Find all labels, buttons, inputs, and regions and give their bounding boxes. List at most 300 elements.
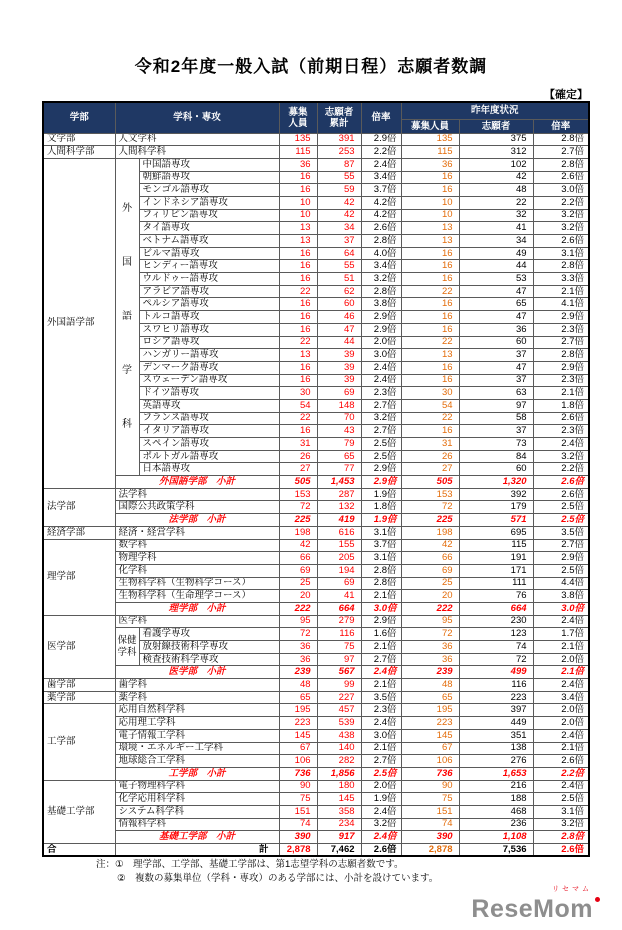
dept-cell: 環境・エネルギー工学科 [115,742,279,755]
value-cell: 16 [401,311,459,324]
value-cell: 27 [279,463,317,476]
value-cell: 1,108 [459,831,533,844]
value-cell: 1,856 [317,767,361,780]
value-cell: 72 [279,628,317,641]
value-cell: 36 [401,158,459,171]
subtotal-row [43,476,589,489]
value-cell: 42 [317,196,361,209]
value-cell: 76 [459,590,533,603]
value-cell: 2.3倍 [533,323,589,336]
header-faculty: 学部 [43,102,115,133]
value-cell: 48 [459,184,533,197]
value-cell: 16 [401,171,459,184]
value-cell: 2.9倍 [361,476,401,489]
value-cell: 2.4倍 [361,361,401,374]
faculty-cell: 法学部 [43,488,115,526]
value-cell: 48 [401,679,459,692]
value-cell: 391 [317,133,361,146]
dept-cell: インドネシア語専攻 [139,196,279,209]
value-cell: 505 [279,476,317,489]
value-cell: 2.4倍 [533,780,589,793]
value-cell: 145 [401,729,459,742]
value-cell: 198 [279,526,317,539]
value-cell: 2.0倍 [533,717,589,730]
value-cell: 3.2倍 [533,209,589,222]
value-cell: 115 [459,539,533,552]
total-row [43,844,589,857]
header-last-year-status: 昨年度状況 [401,102,589,119]
value-cell: 138 [459,742,533,755]
dept-cell: ポルトガル語専攻 [139,450,279,463]
value-cell: 616 [317,526,361,539]
subtotal-label-cell: 工学部 小計 [115,767,279,780]
table-row [43,539,589,552]
value-cell: 64 [317,247,361,260]
value-cell: 72 [401,628,459,641]
value-cell: 2.9倍 [361,133,401,146]
value-cell: 276 [459,755,533,768]
value-cell: 46 [317,311,361,324]
value-cell: 26 [401,450,459,463]
value-cell: 2.6倍 [533,235,589,248]
faculty-cell: 工学部 [43,704,115,780]
subtotal-row [43,831,589,844]
value-cell: 2.4倍 [361,831,401,844]
subtotal-row [43,666,589,679]
subtotal-label-cell: 基礎工学部 小計 [115,831,279,844]
value-cell: 75 [317,641,361,654]
value-cell: 62 [317,285,361,298]
table-row [43,133,589,146]
faculty-cell: 合 [43,844,115,857]
value-cell: 26 [279,450,317,463]
value-cell: 3.1倍 [361,526,401,539]
value-cell: 3.4倍 [361,260,401,273]
value-cell: 195 [401,704,459,717]
value-cell: 2.5倍 [533,564,589,577]
value-cell: 153 [279,488,317,501]
value-cell: 37 [459,349,533,362]
value-cell: 179 [459,501,533,514]
table-body [43,133,589,856]
value-cell: 239 [401,666,459,679]
value-cell: 69 [317,577,361,590]
value-cell: 37 [459,374,533,387]
value-cell: 2.8倍 [533,133,589,146]
table-row [43,755,589,768]
value-cell: 449 [459,717,533,730]
value-cell: 16 [401,374,459,387]
value-cell: 2.4倍 [361,666,401,679]
value-cell: 2,878 [401,844,459,857]
value-cell: 13 [401,349,459,362]
value-cell: 74 [401,818,459,831]
value-cell: 171 [459,564,533,577]
subtotal-label-cell: 法学部 小計 [115,514,279,527]
value-cell: 3.2倍 [533,818,589,831]
table-row [43,729,589,742]
value-cell: 1.6倍 [361,628,401,641]
resemom-logo-ruby: リセマム [552,886,592,893]
value-cell: 4.2倍 [361,209,401,222]
value-cell: 151 [401,805,459,818]
value-cell: 216 [459,780,533,793]
value-cell: 351 [459,729,533,742]
value-cell: 51 [317,273,361,286]
value-cell: 2.8倍 [533,349,589,362]
value-cell: 2.7倍 [361,755,401,768]
table-row [43,691,589,704]
header-capacity: 募集人員 [279,102,317,133]
value-cell: 135 [279,133,317,146]
value-cell: 13 [279,235,317,248]
table-row [43,552,589,565]
value-cell: 2.4倍 [533,615,589,628]
value-cell: 41 [459,222,533,235]
value-cell: 39 [317,374,361,387]
value-cell: 13 [279,222,317,235]
dept-cell: スワヒリ語専攻 [139,323,279,336]
value-cell: 312 [459,146,533,159]
value-cell: 10 [279,196,317,209]
table-row [43,615,589,628]
table-row [43,628,589,641]
value-cell: 2.7倍 [533,146,589,159]
dept-cell: トルコ語専攻 [139,311,279,324]
value-cell: 3.0倍 [361,602,401,615]
value-cell: 3.1倍 [533,805,589,818]
value-cell: 16 [401,323,459,336]
dept-cell: 生物科学科（生物科学コース） [115,577,279,590]
table-row [43,679,589,692]
value-cell: 31 [279,438,317,451]
faculty-cell: 人間科学部 [43,146,115,159]
resemom-logo-dot [595,897,600,902]
value-cell: 2.9倍 [533,361,589,374]
value-cell: 695 [459,526,533,539]
value-cell: 2.4倍 [361,158,401,171]
value-cell: 53 [459,273,533,286]
value-cell: 3.4倍 [361,171,401,184]
table-row [43,704,589,717]
dept-cell: 経済・経営学科 [115,526,279,539]
value-cell: 567 [317,666,361,679]
header-last-year-ratio: 倍率 [533,119,589,133]
value-cell: 1,653 [459,767,533,780]
table-row [43,158,589,171]
value-cell: 2.1倍 [361,679,401,692]
dept-cell: モンゴル語専攻 [139,184,279,197]
value-cell: 55 [317,260,361,273]
value-cell: 1.9倍 [361,514,401,527]
value-cell: 73 [459,438,533,451]
value-cell: 2.9倍 [361,463,401,476]
faculty-cell: 理学部 [43,539,115,615]
value-cell: 2.1倍 [533,666,589,679]
value-cell: 65 [401,691,459,704]
value-cell: 20 [401,590,459,603]
table-row [43,818,589,831]
dept-cell: 生物科学科（生命理学コース） [115,590,279,603]
value-cell: 69 [279,564,317,577]
value-cell: 60 [459,463,533,476]
value-cell: 2.5倍 [361,438,401,451]
value-cell: 3.2倍 [361,412,401,425]
dept-cell: ウルドゥー語専攻 [139,273,279,286]
value-cell: 2.2倍 [533,767,589,780]
value-cell: 10 [279,209,317,222]
value-cell: 37 [317,235,361,248]
value-cell: 3.5倍 [533,526,589,539]
value-cell: 236 [459,818,533,831]
value-cell: 2.8倍 [533,158,589,171]
value-cell: 47 [459,361,533,374]
value-cell: 95 [401,615,459,628]
value-cell: 65 [317,450,361,463]
value-cell: 419 [317,514,361,527]
header-applicants-cumulative: 志願者累計 [317,102,361,133]
value-cell: 2.1倍 [361,742,401,755]
value-cell: 75 [279,793,317,806]
value-cell: 227 [317,691,361,704]
value-cell: 2.8倍 [533,260,589,273]
value-cell: 60 [317,298,361,311]
dept-cell: アラビア語専攻 [139,285,279,298]
value-cell: 3.2倍 [361,273,401,286]
table-row [43,146,589,159]
value-cell: 2.4倍 [361,805,401,818]
table-row [43,742,589,755]
value-cell: 34 [317,222,361,235]
dept-cell: ロシア語専攻 [139,336,279,349]
table-row [43,564,589,577]
table-row [43,590,589,603]
dept-cell: 電子情報工学科 [115,729,279,742]
subtotal-label-cell: 医学部 小計 [115,666,279,679]
value-cell: 194 [317,564,361,577]
value-cell: 34 [459,235,533,248]
dept-cell: 化学科 [115,564,279,577]
value-cell: 2.2倍 [361,146,401,159]
value-cell: 2.2倍 [533,463,589,476]
value-cell: 2.6倍 [361,222,401,235]
value-cell: 39 [317,349,361,362]
value-cell: 135 [401,133,459,146]
value-cell: 72 [459,653,533,666]
value-cell: 16 [279,298,317,311]
value-cell: 664 [459,602,533,615]
table-row [43,805,589,818]
value-cell: 2.3倍 [361,387,401,400]
header-last-year-applicants: 志願者 [459,119,533,133]
dept-cell: 看護学専攻 [139,628,279,641]
value-cell: 42 [317,209,361,222]
value-cell: 2.7倍 [361,425,401,438]
value-cell: 36 [279,158,317,171]
table-row [43,501,589,514]
subgroup-label-cell: 外 国 語 学 科 [115,158,139,475]
value-cell: 7,536 [459,844,533,857]
dept-cell: 数学科 [115,539,279,552]
dept-cell: 日本語専攻 [139,463,279,476]
value-cell: 180 [317,780,361,793]
value-cell: 16 [279,171,317,184]
dept-cell: スペイン語専攻 [139,438,279,451]
value-cell: 390 [279,831,317,844]
dept-cell: 検査技術科学専攻 [139,653,279,666]
dept-cell: 中国語専攻 [139,158,279,171]
value-cell: 917 [317,831,361,844]
value-cell: 90 [401,780,459,793]
value-cell: 41 [317,590,361,603]
value-cell: 74 [279,818,317,831]
dept-cell: フランス語専攻 [139,412,279,425]
resemom-logo [471,884,600,924]
value-cell: 390 [401,831,459,844]
value-cell: 145 [317,793,361,806]
dept-cell: スウェーデン語専攻 [139,374,279,387]
value-cell: 2.1倍 [533,285,589,298]
dept-cell: ドイツ語専攻 [139,387,279,400]
value-cell: 2.1倍 [533,387,589,400]
value-cell: 1.8倍 [533,399,589,412]
value-cell: 2.3倍 [361,704,401,717]
value-cell: 22 [459,196,533,209]
value-cell: 16 [401,260,459,273]
value-cell: 31 [401,438,459,451]
value-cell: 43 [317,425,361,438]
value-cell: 1,453 [317,476,361,489]
value-cell: 16 [279,374,317,387]
value-cell: 58 [459,412,533,425]
dept-cell: 人文学科 [115,133,279,146]
value-cell: 30 [401,387,459,400]
value-cell: 223 [459,691,533,704]
faculty-cell: 文学部 [43,133,115,146]
value-cell: 3.1倍 [533,247,589,260]
value-cell: 2.8倍 [361,235,401,248]
value-cell: 2.7倍 [361,399,401,412]
value-cell: 59 [317,184,361,197]
dept-cell: デンマーク語専攻 [139,361,279,374]
value-cell: 2.6倍 [533,476,589,489]
dept-cell: 医学科 [115,615,279,628]
value-cell: 2.8倍 [361,564,401,577]
value-cell: 2.5倍 [533,514,589,527]
value-cell: 48 [279,679,317,692]
value-cell: 22 [401,336,459,349]
dept-cell: ベトナム語専攻 [139,235,279,248]
value-cell: 16 [279,361,317,374]
dept-cell: ペルシア語専攻 [139,298,279,311]
value-cell: 16 [279,247,317,260]
value-cell: 72 [401,501,459,514]
subgroup-label-cell: 保健 学科 [115,628,139,666]
value-cell: 279 [317,615,361,628]
resemom-logo-text: ReseMom [471,895,593,923]
value-cell: 2.5倍 [361,767,401,780]
value-cell: 90 [279,780,317,793]
page-title: 令和2年度一般入試（前期日程）志願者数調 [134,57,488,76]
header-department: 学科・専攻 [115,102,279,133]
value-cell: 1,320 [459,476,533,489]
value-cell: 282 [317,755,361,768]
table-row [43,793,589,806]
footnotes [96,858,438,886]
value-cell: 539 [317,717,361,730]
dept-cell: タイ語専攻 [139,222,279,235]
value-cell: 16 [279,311,317,324]
value-cell: 106 [401,755,459,768]
value-cell: 225 [401,514,459,527]
value-cell: 132 [317,501,361,514]
value-cell: 47 [459,285,533,298]
value-cell: 375 [459,133,533,146]
dept-cell: 法学科 [115,488,279,501]
value-cell: 2.5倍 [533,793,589,806]
dept-cell: 化学応用科学科 [115,793,279,806]
value-cell: 2.4倍 [533,679,589,692]
value-cell: 358 [317,805,361,818]
value-cell: 223 [279,717,317,730]
dept-cell: 歯学科 [115,679,279,692]
value-cell: 2.6倍 [533,844,589,857]
value-cell: 3.2倍 [361,818,401,831]
value-cell: 239 [279,666,317,679]
value-cell: 72 [279,501,317,514]
subtotal-row [43,602,589,615]
value-cell: 2.5倍 [361,450,401,463]
value-cell: 205 [317,552,361,565]
value-cell: 22 [279,285,317,298]
value-cell: 3.7倍 [361,539,401,552]
value-cell: 3.3倍 [533,273,589,286]
value-cell: 67 [279,742,317,755]
subtotal-row [43,514,589,527]
value-cell: 198 [401,526,459,539]
value-cell: 111 [459,577,533,590]
faculty-cell: 歯学部 [43,679,115,692]
table-row [43,526,589,539]
value-cell: 2.7倍 [361,653,401,666]
value-cell: 3.0倍 [533,602,589,615]
value-cell: 230 [459,615,533,628]
value-cell: 2.3倍 [533,425,589,438]
value-cell: 3.4倍 [533,691,589,704]
value-cell: 65 [279,691,317,704]
dept-cell: 計 [115,844,279,857]
value-cell: 69 [317,387,361,400]
value-cell: 22 [279,412,317,425]
faculty-cell: 経済学部 [43,526,115,539]
value-cell: 30 [279,387,317,400]
value-cell: 16 [279,425,317,438]
value-cell: 16 [279,184,317,197]
value-cell: 2.9倍 [533,552,589,565]
value-cell: 16 [279,323,317,336]
value-cell: 4.4倍 [533,577,589,590]
value-cell: 66 [401,552,459,565]
value-cell: 2.8倍 [533,831,589,844]
value-cell: 397 [459,704,533,717]
value-cell: 42 [279,539,317,552]
value-cell: 3.0倍 [533,184,589,197]
value-cell: 16 [401,361,459,374]
value-cell: 49 [459,247,533,260]
value-cell: 75 [401,793,459,806]
faculty-cell: 薬学部 [43,691,115,704]
value-cell: 36 [459,323,533,336]
